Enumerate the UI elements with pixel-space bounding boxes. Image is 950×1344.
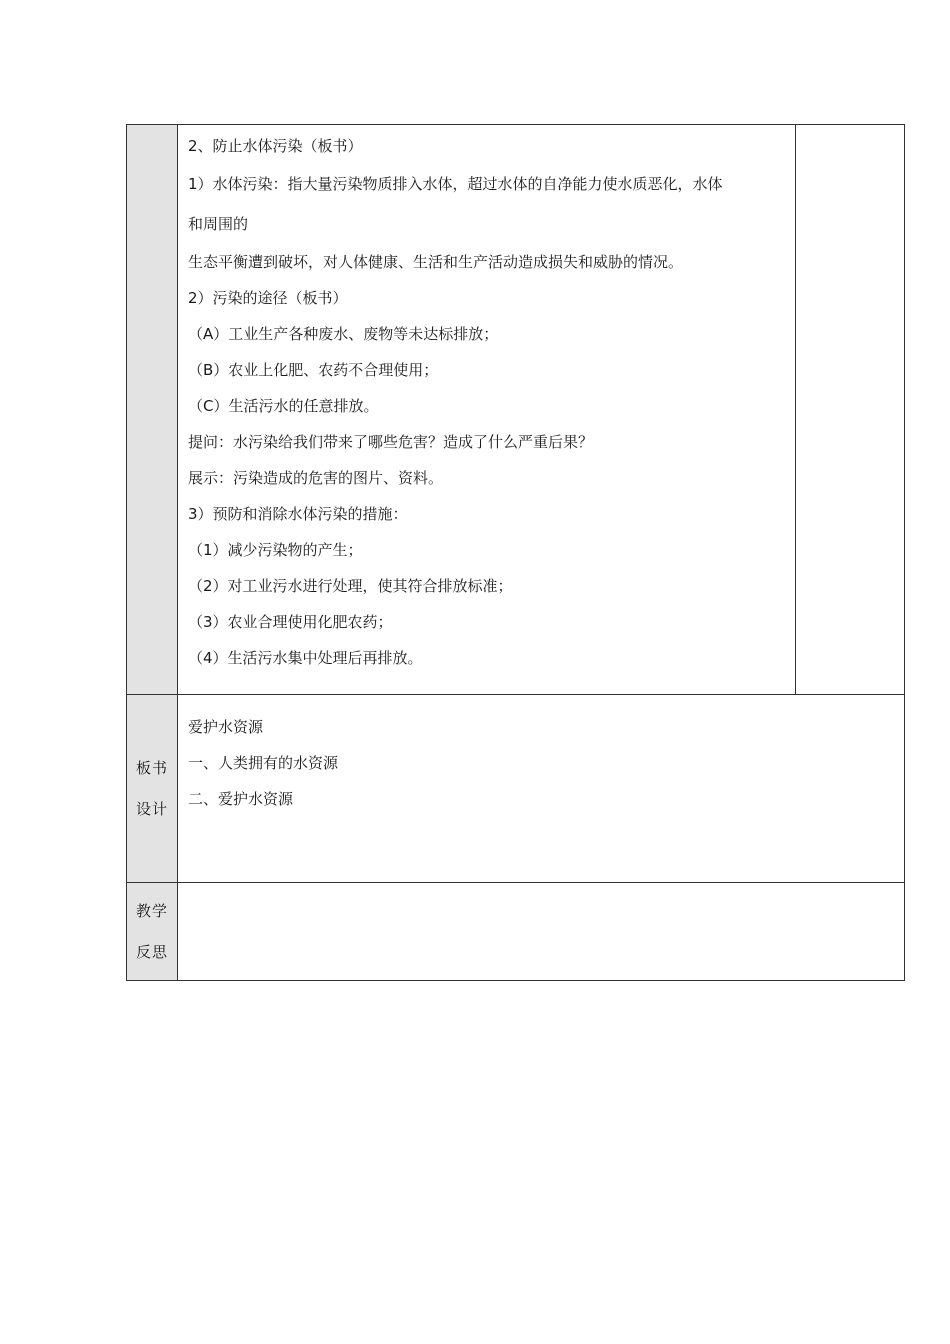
board-design-label: 设计 [135,799,168,818]
subheading: 3）预防和消除水体污染的措施： [188,505,408,523]
reflection-row [127,883,905,981]
list-item: （3）农业合理使用化肥农药； [188,613,393,631]
list-item: （1）减少污染物的产生； [188,541,363,559]
pollution-content-cell [178,125,905,695]
list-item: （4）生活污水集中处理后再排放。 [188,649,423,667]
reflection-label-cell [127,883,178,981]
board-item: 一、人类拥有的水资源 [188,754,339,772]
section-heading: 2、防止水体污染（板书） [188,137,363,155]
subheading: 2）污染的途径（板书） [188,289,348,307]
list-item: （B）农业上化肥、农药不合理使用； [188,361,439,379]
board-design-row [127,695,905,883]
notes-cell [796,125,904,694]
board-design-label: 板书 [135,758,168,777]
board-design-label-cell [127,695,178,883]
board-item: 二、爱护水资源 [188,790,294,808]
pollution-row [127,125,905,695]
lesson-plan-table [126,124,905,981]
reflection-content-cell [178,883,905,981]
list-item: （A）工业生产各种废水、废物等未达标排放； [188,325,499,343]
board-title: 爱护水资源 [188,718,264,736]
display-line: 展示：污染造成的危害的图片、资料。 [188,469,444,487]
list-item: （C）生活污水的任意排放。 [188,397,379,415]
pollution-label-cell [127,125,178,695]
definition-line: 1）水体污染：指大量污染物质排入水体，超过水体的自净能力使水质恶化，水体 [188,175,723,193]
question-line: 提问：水污染给我们带来了哪些危害？造成了什么严重后果？ [188,433,594,451]
pollution-content [178,125,795,676]
list-item: （2）对工业污水进行处理，使其符合排放标准； [188,577,513,595]
board-design-content-cell [178,695,905,883]
reflection-label: 教学 [135,901,168,920]
reflection-label: 反思 [135,942,168,961]
definition-line: 生态平衡遭到破坏，对人体健康、生活和生产活动造成损失和威胁的情况。 [188,253,684,271]
definition-line: 和周围的 [188,215,249,233]
